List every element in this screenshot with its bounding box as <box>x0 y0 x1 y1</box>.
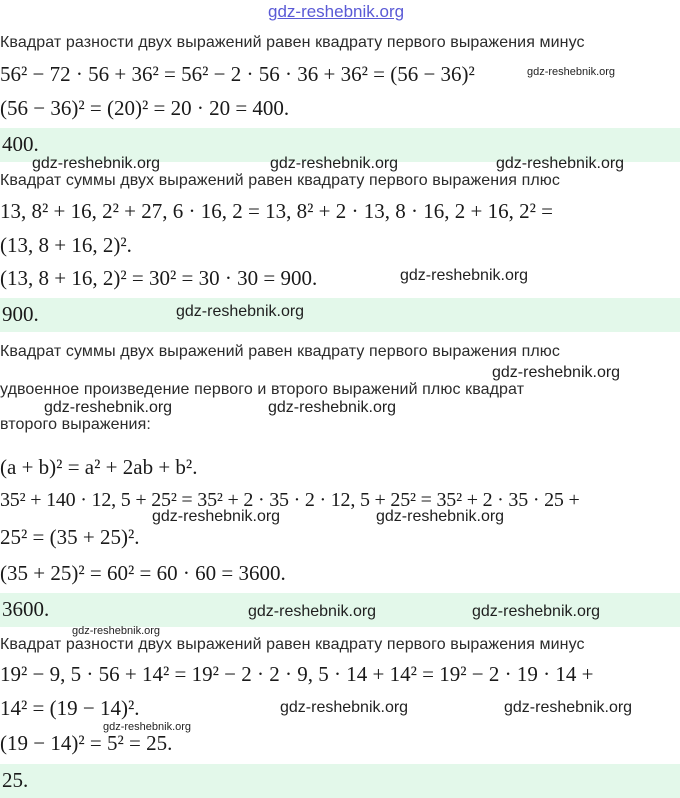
block2-intro: Квадрат суммы двух выражений равен квадрату первого выражения плюс <box>0 172 560 189</box>
block3-line2: 25² = (35 + 25)². <box>0 525 140 549</box>
block2-line3: (13, 8 + 16, 2)² = 30² = 30 · 30 = 900. <box>0 266 318 290</box>
watermark: gdz-reshebnik.org <box>270 155 399 172</box>
block4-answer: 25. <box>2 768 29 792</box>
watermark: gdz-reshebnik.org <box>44 399 173 416</box>
block3-line1: 35² + 140 · 12, 5 + 25² = 35² + 2 · 35 · 2 · 12, 5 + 25² = 35² + 2 · 35 · 25 + <box>0 489 580 511</box>
watermark: gdz-reshebnik.org <box>400 267 529 284</box>
block1-intro: Квадрат разности двух выражений равен квадрату первого выражения минус <box>0 34 585 51</box>
block1-answer: 400. <box>2 132 39 156</box>
block4-line2: 14² = (19 − 14)². <box>0 696 140 720</box>
watermark: gdz-reshebnik.org <box>527 66 616 78</box>
watermark: gdz-reshebnik.org <box>496 155 625 172</box>
block4-line1: 19² − 9, 5 · 56 + 14² = 19² − 2 · 2 · 9, 5 · 14 + 14² = 19² − 2 · 19 · 14 + <box>0 662 594 686</box>
watermark: gdz-reshebnik.org <box>72 625 161 637</box>
watermark: gdz-reshebnik.org <box>103 721 192 733</box>
block1-line2: (56 − 36)² = (20)² = 20 · 20 = 400. <box>0 96 290 120</box>
watermark: gdz-reshebnik.org <box>472 603 601 620</box>
watermark: gdz-reshebnik.org <box>152 508 281 525</box>
block3-intro-line3: второго выражения: <box>0 416 151 433</box>
block4-intro: Квадрат разности двух выражений равен квадрату первого выражения минус <box>0 636 585 653</box>
block3-intro-line1: Квадрат суммы двух выражений равен квадрату первого выражения плюс <box>0 343 560 360</box>
block3-formula: (a + b)² = a² + 2ab + b². <box>0 455 198 479</box>
watermark: gdz-reshebnik.org <box>32 155 161 172</box>
block3-answer: 3600. <box>2 597 50 621</box>
block3-intro-line2: удвоенное произведение первого и второго выражений плюс квадрат <box>0 381 525 398</box>
block2-line1: 13, 8² + 16, 2² + 27, 6 · 16, 2 = 13, 8² + 2 · 13, 8 · 16, 2 + 16, 2² = <box>0 199 553 223</box>
block1-line1: 56² − 72 · 56 + 36² = 56² − 2 · 56 · 36 + 36² = (56 − 36)² <box>0 62 475 86</box>
watermark: gdz-reshebnik.org <box>504 699 633 716</box>
block4-line3: (19 − 14)² = 5² = 25. <box>0 731 173 755</box>
block3-line3: (35 + 25)² = 60² = 60 · 60 = 3600. <box>0 561 286 585</box>
top-watermark-link[interactable]: gdz-reshebnik.org <box>268 2 405 21</box>
watermark: gdz-reshebnik.org <box>268 399 397 416</box>
block2-line2: (13, 8 + 16, 2)². <box>0 233 132 257</box>
watermark: gdz-reshebnik.org <box>176 303 305 320</box>
block2-answer: 900. <box>2 302 39 326</box>
watermark: gdz-reshebnik.org <box>248 603 377 620</box>
answer-bar <box>0 764 680 798</box>
answer-bar <box>0 298 680 332</box>
watermark: gdz-reshebnik.org <box>280 699 409 716</box>
watermark: gdz-reshebnik.org <box>376 508 505 525</box>
watermark: gdz-reshebnik.org <box>492 364 621 381</box>
